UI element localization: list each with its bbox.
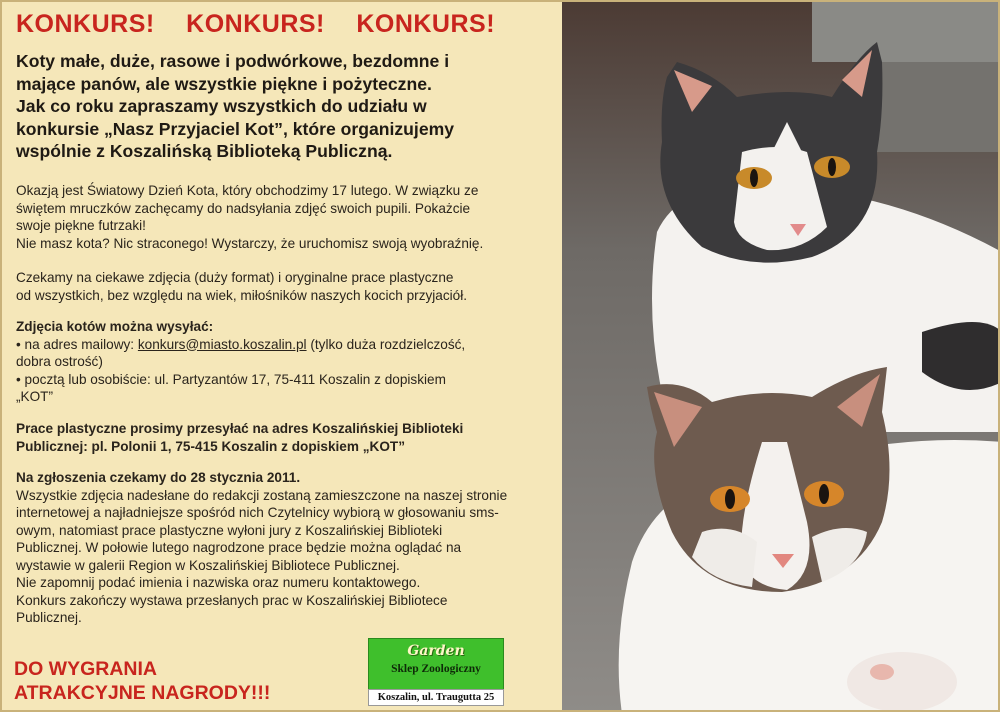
photos-section <box>16 318 568 406</box>
lead-line: Koty małe, duże, rasowe i podwórkowe, bezdomne i <box>16 51 450 71</box>
artwork-section <box>16 420 568 455</box>
sponsor-name: Garden <box>407 643 465 659</box>
deadline-heading: Na zgłoszenia czekamy do 28 stycznia 2011. <box>16 470 301 485</box>
prize-line: DO WYGRANIA <box>14 658 157 680</box>
deadline-line: internetowej a najładniejsze spośród nich Czytelnicy wybiorą w głosowaniu sms- <box>16 505 499 520</box>
intro-paragraph <box>16 182 568 252</box>
email-line-2: dobra ostrość) <box>16 354 103 369</box>
post-line-2: „KOT” <box>16 389 53 404</box>
sponsor-address: Koszalin, ul. Traugutta 25 <box>368 689 504 706</box>
prize-banner <box>14 657 270 705</box>
deadline-line: Nie zapomnij podać imienia i nazwiska oraz numeru kontaktowego. <box>16 575 421 590</box>
post-line: • pocztą lub osobiście: ul. Partyzantów 17, 75-411 Koszalin z dopiskiem <box>16 371 446 387</box>
invite-paragraph <box>16 269 568 304</box>
email-line <box>16 336 568 354</box>
photos-heading: Zdjęcia kotów można wysyłać: <box>16 319 214 334</box>
lead-paragraph <box>16 50 561 163</box>
lead-line: Jak co roku zapraszamy wszystkich do udziału w <box>16 96 427 116</box>
invite-line: Czekamy na ciekawe zdjęcia (duży format) i oryginalne prace plastyczne <box>16 270 454 285</box>
lead-line: konkursie „Nasz Przyjaciel Kot”, które organizujemy <box>16 118 455 139</box>
deadline-line: Publicznej. W połowie lutego nagrodzone prace będzie można oglądać na <box>16 540 462 555</box>
deadline-line: Publicznej. <box>16 610 82 625</box>
text-column <box>2 2 587 712</box>
prize-line: ATRAKCYJNE NAGRODY!!! <box>14 682 271 704</box>
intro-line: Nie masz kota? Nic straconego! Wystarczy, że uruchomisz swoją wyobraźnię. <box>16 235 484 251</box>
artwork-line: Publicznej: pl. Polonii 1, 75-415 Koszalin z dopiskiem „KOT” <box>16 438 406 454</box>
sponsor-subtitle: Sklep Zoologiczny <box>391 663 481 675</box>
email-suffix: (tylko duża rozdzielczość, <box>306 336 466 352</box>
intro-line: swoje piękne futrzaki! <box>16 218 146 233</box>
lead-line: mające panów, ale wszystkie piękne i pożyteczne. <box>16 73 432 94</box>
email-prefix: • na adres mailowy: <box>16 336 138 352</box>
lead-line: wspólnie z Koszalińską Biblioteką Publiczną. <box>16 141 393 161</box>
deadline-line: owym, natomiast prace plastyczne wyłoni jury z Koszalińskiej Biblioteki <box>16 522 443 538</box>
deadline-line: Wszystkie zdjęcia nadesłane do redakcji zostaną zamieszczone na naszej stronie <box>16 487 508 503</box>
deadline-section <box>16 469 568 627</box>
email-link[interactable]: konkurs@miasto.koszalin.pl <box>137 336 307 352</box>
intro-line: Okazją jest Światowy Dzień Kota, który obchodzimy 17 lutego. W związku ze <box>16 183 479 198</box>
sponsor-logo-box <box>368 638 504 690</box>
deadline-line: wystawie w galerii Region w Koszalińskiej Bibliotece Publicznej. <box>16 557 400 573</box>
invite-line: od wszystkich, bez względu na wiek, miłośników naszych kocich przyjaciół. <box>16 287 468 303</box>
cats-photo <box>562 2 1000 712</box>
deadline-line: Konkurs zakończy wystawa przesłanych prac w Koszalińskiej Bibliotece <box>16 592 448 608</box>
sponsor-logo <box>368 638 504 706</box>
headline: KONKURS! KONKURS! KONKURS! <box>16 10 496 38</box>
artwork-line: Prace plastyczne prosimy przesyłać na adres Koszalińskiej Biblioteki <box>16 421 464 436</box>
intro-line: świętem mruczków zachęcamy do nadsyłania zdjęć swoich pupili. Pokażcie <box>16 200 471 216</box>
